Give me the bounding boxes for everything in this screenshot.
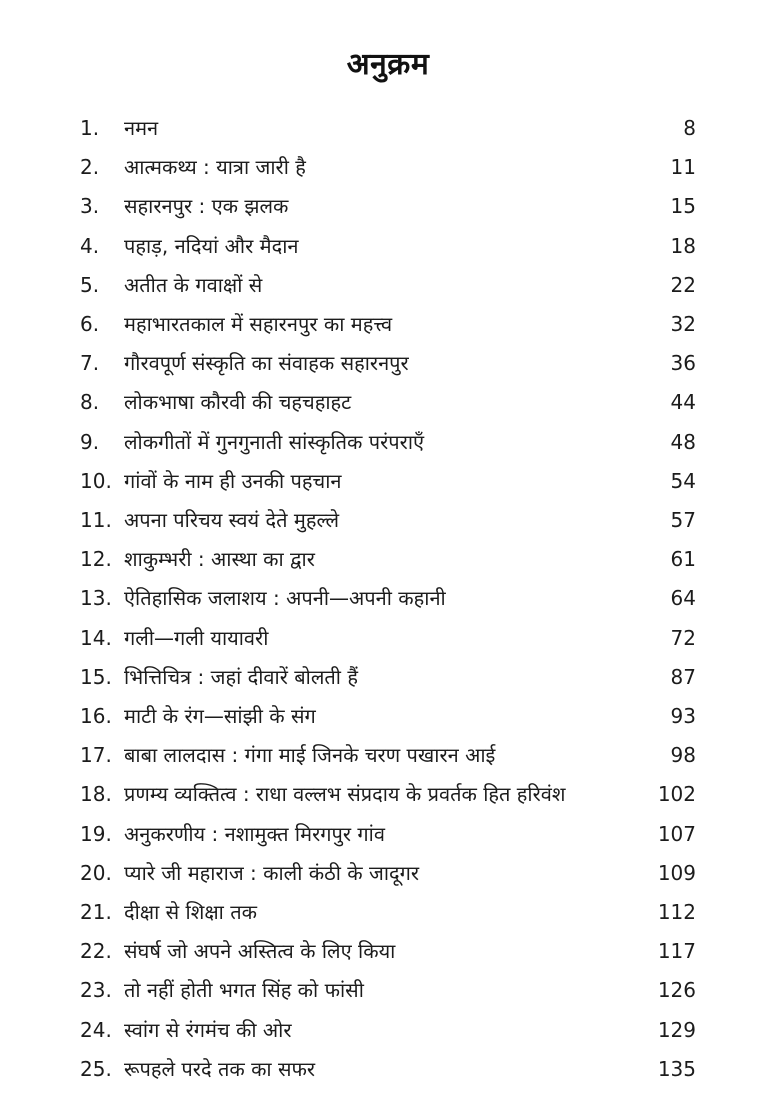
toc-entry-number: 25. (80, 1056, 112, 1081)
toc-entry-page: 102 (657, 782, 696, 807)
toc-entry-number: 3. (80, 194, 100, 219)
toc-entry-number: 9. (80, 429, 100, 454)
toc-entry-number: 18. (80, 782, 112, 807)
toc-row (80, 148, 696, 187)
toc-entry-page: 107 (657, 821, 696, 846)
toc-entry-number: 8. (80, 390, 100, 415)
toc-row (80, 1011, 696, 1050)
toc-entry-page: 57 (670, 508, 696, 533)
toc-row (80, 462, 696, 501)
toc-row (80, 187, 696, 226)
toc-entry-title: आत्मकथ्य : यात्रा जारी है (124, 155, 306, 180)
toc-entry-page: 72 (670, 625, 696, 650)
toc-entry-title: नमन (124, 116, 159, 140)
toc-entry-number: 22. (80, 939, 112, 964)
toc-row (80, 893, 696, 932)
toc-entry-title: लोकगीतों में गुनगुनाती सांस्कृतिक परंपराएँ (124, 429, 425, 454)
toc-row (80, 815, 696, 854)
toc-entry-number: 16. (80, 704, 112, 729)
page-title: अनुक्रम (346, 47, 430, 82)
toc-row (80, 579, 696, 618)
toc-entry-page: 11 (670, 155, 696, 180)
toc-entry-number: 14. (80, 625, 112, 650)
toc-entry-page: 32 (670, 312, 696, 337)
toc-entry-page: 54 (670, 468, 696, 493)
toc-row (80, 540, 696, 579)
toc-entry-title: तो नहीं होती भगत सिंह को फांसी (124, 978, 364, 1003)
toc-entry-title: रूपहले परदे तक का सफर (124, 1056, 316, 1081)
toc-entry-number: 23. (80, 978, 112, 1003)
toc-entry-title: अनुकरणीय : नशामुक्त मिरगपुर गांव (124, 821, 385, 846)
toc-entry-number: 1. (80, 116, 100, 140)
toc-entry-title: भित्तिचित्र : जहां दीवारें बोलती हैं (124, 664, 358, 689)
toc-entry-title: प्रणम्य व्यक्तित्व : राधा वल्लभ संप्रदाय के प्रवर्तक हित हरिवंश (124, 782, 566, 807)
toc-entry-number: 2. (80, 155, 100, 180)
toc-entry-page: 93 (670, 704, 696, 729)
toc-entry-page: 36 (670, 351, 696, 376)
toc-entry-title: पहाड़, नदियां और मैदान (124, 233, 299, 258)
toc-entry-title: गांवों के नाम ही उनकी पहचान (124, 468, 342, 493)
toc-entry-number: 15. (80, 664, 112, 689)
toc-entry-page: 22 (670, 272, 696, 297)
toc-entry-title: अपना परिचय स्वयं देते मुहल्ले (124, 508, 340, 533)
toc-entry-number: 5. (80, 272, 100, 297)
toc-entry-title: दीक्षा से शिक्षा तक (124, 900, 257, 925)
toc-entry-title: अतीत के गवाक्षों से (124, 272, 263, 297)
toc-entry-number: 17. (80, 743, 112, 768)
toc-entry-title: महाभारतकाल में सहारनपुर का महत्त्व (124, 312, 393, 337)
toc-entry-title: बाबा लालदास : गंगा माई जिनके चरण पखारन आई (124, 743, 496, 768)
toc-entry-page: 109 (657, 860, 696, 885)
toc-entry-title: गली—गली यायावरी (124, 625, 269, 650)
toc-entry-title: ऐतिहासिक जलाशय : अपनी—अपनी कहानी (124, 586, 446, 611)
toc-row (80, 619, 696, 658)
toc-entry-number: 4. (80, 233, 100, 258)
toc-row (80, 658, 696, 697)
toc-row (80, 697, 696, 736)
toc-row (80, 305, 696, 344)
toc-entry-title: लोकभाषा कौरवी की चहचहाहट (124, 390, 352, 415)
toc-entry-number: 20. (80, 860, 112, 885)
toc-row (80, 775, 696, 814)
toc-entry-title: संघर्ष जो अपने अस्तित्व के लिए किया (124, 939, 396, 964)
toc-entry-number: 24. (80, 1017, 112, 1042)
toc-entry-page: 126 (657, 978, 696, 1003)
toc-entry-page: 87 (670, 664, 696, 689)
toc-list (80, 109, 696, 1089)
toc-row (80, 383, 696, 422)
toc-entry-page: 129 (657, 1017, 696, 1042)
toc-entry-title: प्यारे जी महाराज : काली कंठी के जादूगर (124, 860, 420, 885)
toc-entry-page: 18 (670, 233, 696, 258)
toc-entry-title: गौरवपूर्ण संस्कृति का संवाहक सहारनपुर (124, 351, 409, 376)
toc-entry-number: 19. (80, 821, 112, 846)
toc-entry-number: 6. (80, 312, 100, 337)
toc-entry-number: 12. (80, 547, 112, 572)
toc-entry-number: 21. (80, 900, 112, 925)
toc-entry-title: सहारनपुर : एक झलक (124, 194, 289, 219)
toc-entry-page: 61 (670, 547, 696, 572)
toc-entry-number: 7. (80, 351, 100, 376)
toc-entry-page: 117 (657, 939, 696, 964)
toc-entry-page: 135 (657, 1056, 696, 1081)
toc-entry-number: 13. (80, 586, 112, 611)
toc-entry-page: 44 (670, 390, 696, 415)
toc-entry-number: 11. (80, 508, 112, 533)
toc-row (80, 109, 696, 148)
toc-row (80, 932, 696, 971)
toc-entry-title: माटी के रंग—सांझी के संग (124, 704, 316, 729)
toc-row (80, 1050, 696, 1089)
toc-row (80, 736, 696, 775)
toc-row (80, 423, 696, 462)
toc-entry-page: 48 (670, 429, 696, 454)
toc-row (80, 227, 696, 266)
toc-entry-page: 8 (683, 116, 696, 140)
toc-row (80, 854, 696, 893)
toc-row (80, 501, 696, 540)
toc-entry-title: स्वांग से रंगमंच की ओर (124, 1017, 292, 1042)
toc-row (80, 971, 696, 1010)
toc-entry-number: 10. (80, 468, 112, 493)
toc-entry-page: 112 (657, 900, 696, 925)
toc-entry-page: 64 (670, 586, 696, 611)
toc-row (80, 266, 696, 305)
toc-row (80, 344, 696, 383)
toc-entry-page: 15 (670, 194, 696, 219)
toc-entry-page: 98 (670, 743, 696, 768)
toc-entry-title: शाकुम्भरी : आस्था का द्वार (124, 547, 315, 572)
